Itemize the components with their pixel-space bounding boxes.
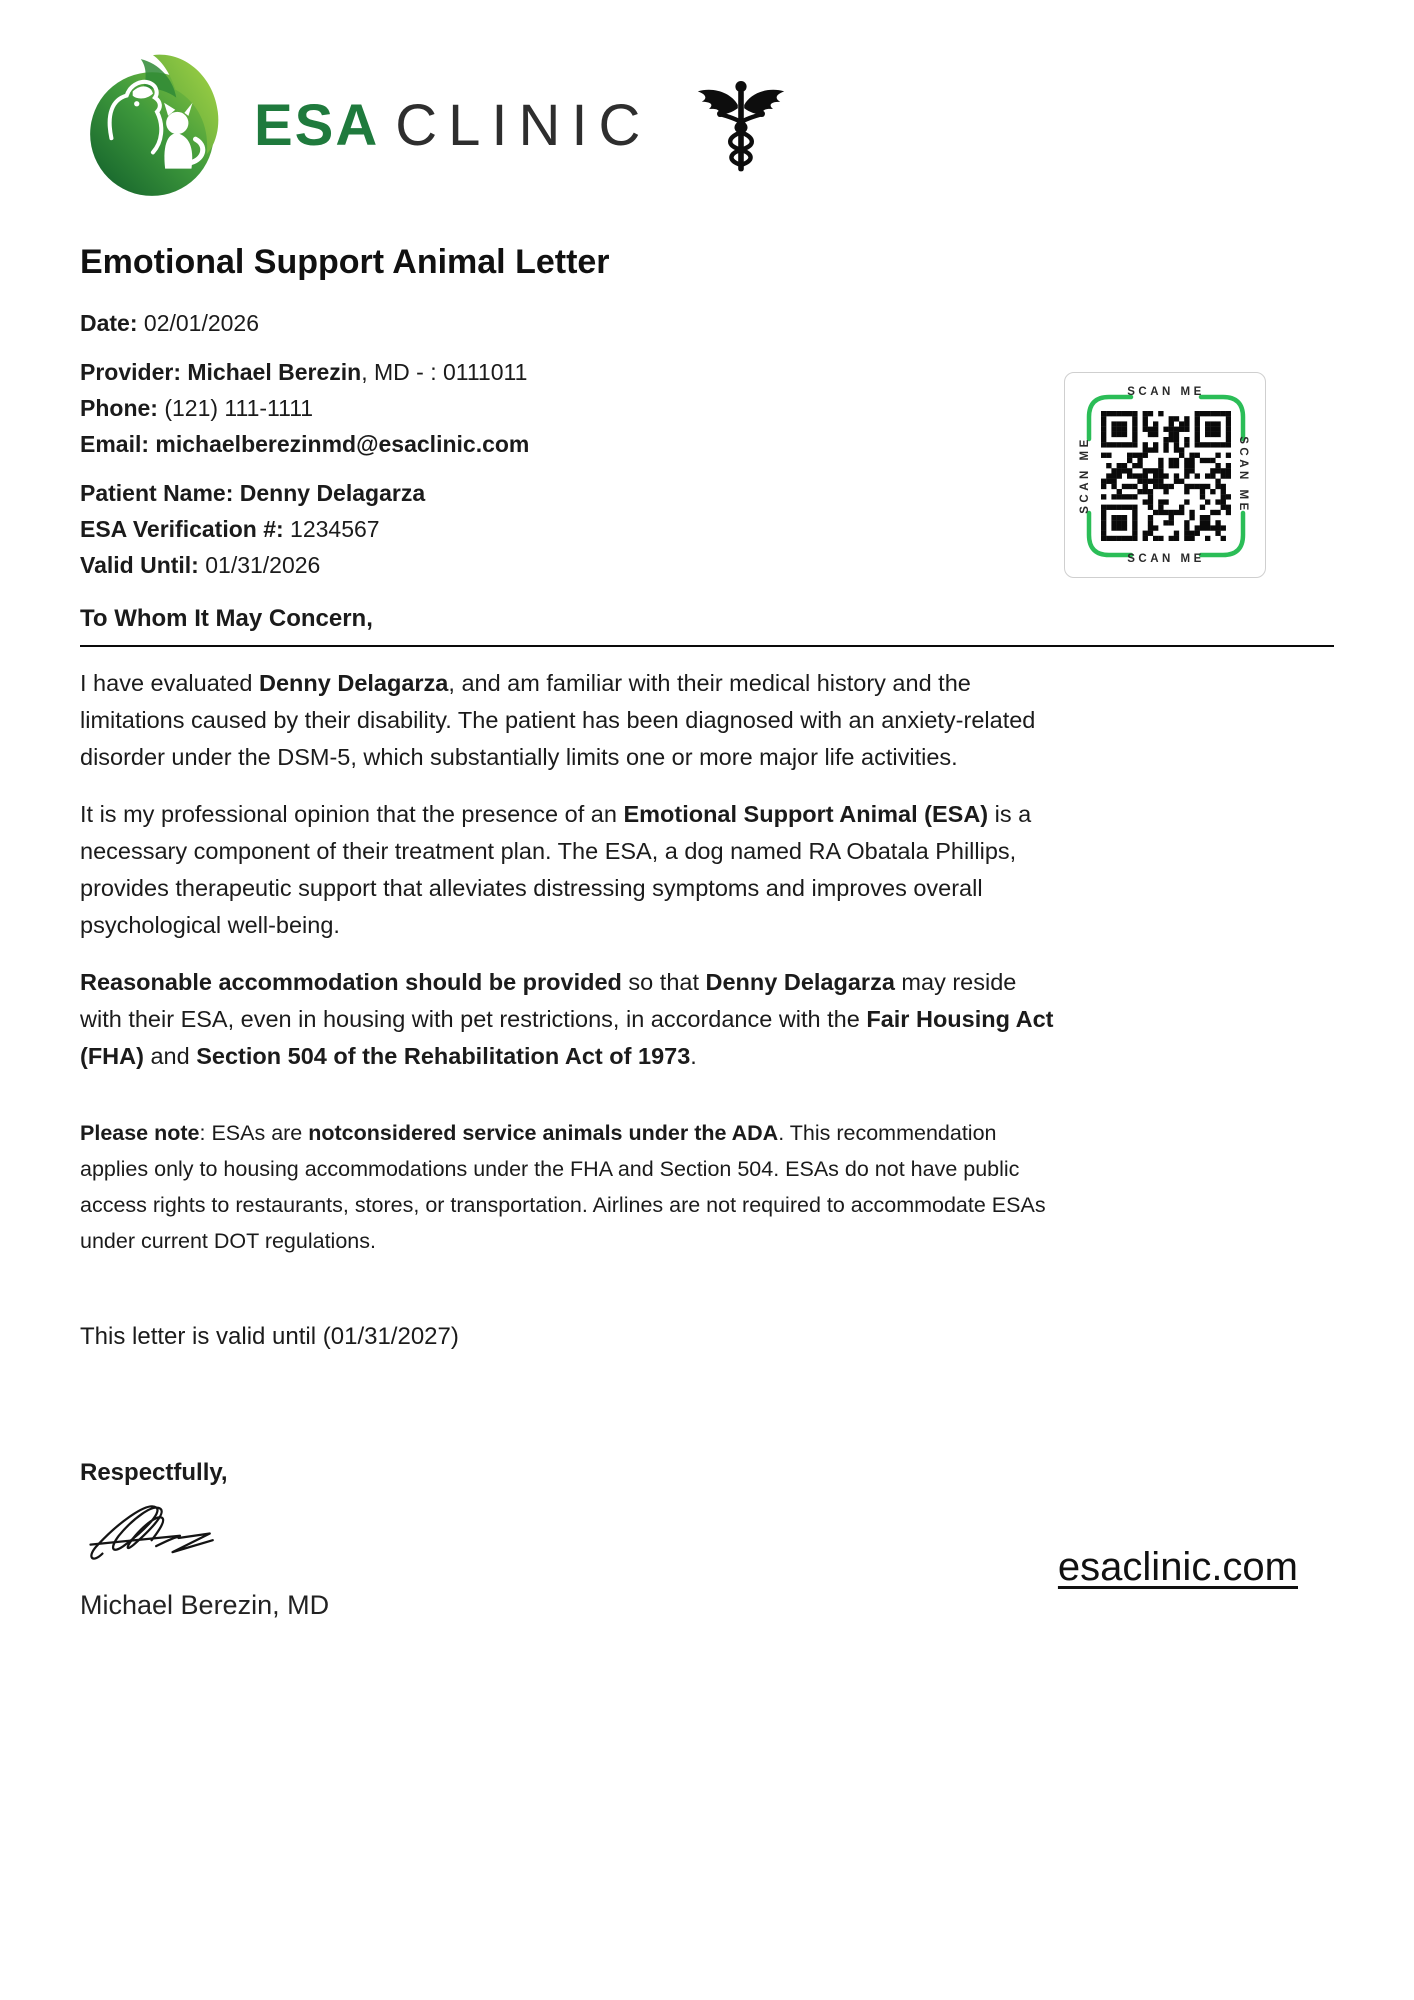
- letter-title: Emotional Support Animal Letter: [80, 243, 610, 281]
- esa-verification-line: ESA Verification #: 1234567: [80, 516, 380, 542]
- wordmark-clinic: CLINIC: [395, 92, 652, 158]
- valid-until-line: Valid Until: 01/31/2026: [80, 552, 321, 578]
- provider-line: Provider: Michael Berezin, MD - : 0111011: [80, 359, 528, 385]
- paragraph-opinion: It is my professional opinion that the presence of an Emotional Support Animal (ESA) is a necessary component of their treatment plan. The ESA, a dog named RA Obatala Phillips, provides therapeutic support that alleviates distressing symptoms and improves overall psychological well-being.: [80, 801, 1032, 938]
- patient-name-line: Patient Name: Denny Delagarza: [80, 480, 426, 506]
- qr-code: [1101, 411, 1231, 541]
- scan-me-label-right: SCAN ME: [1237, 436, 1249, 514]
- scan-me-label-bottom: SCAN ME: [1127, 553, 1205, 565]
- handwritten-signature-icon: [84, 1491, 264, 1573]
- qr-card: [1064, 372, 1266, 578]
- website-link[interactable]: esaclinic.com: [1057, 1545, 1298, 1589]
- scan-me-label-top: SCAN ME: [1127, 386, 1205, 398]
- email-line: Email: michaelberezinmd@esaclinic.com: [80, 431, 530, 457]
- brand-header: [80, 49, 1414, 201]
- paragraph-accommodation: Reasonable accommodation should be provided so that Denny Delagarza may reside with their ESA, even in housing with pet restrictions, in accordance with the Fair Housing Act (FHA) and Section 504 of the Rehabilitation Act of 1973.: [80, 969, 1054, 1069]
- paragraph-ada-note: Please note: ESAs are notconsidered service animals under the ADA. This recommendation applies only to housing accommodations under the FHA and Section 504. ESAs do not have public access rights to restaurants, stores, or transportation. Airlines are not required to accommodate ESAs under current DOT regulations.: [80, 1121, 1046, 1253]
- closing-line: Respectfully,: [80, 1459, 228, 1486]
- wordmark-esa: ESA: [254, 92, 380, 158]
- salutation: To Whom It May Concern,: [80, 605, 373, 632]
- scan-me-label-left: SCAN ME: [1079, 436, 1091, 514]
- paragraph-evaluation: I have evaluated Denny Delagarza, and am familiar with their medical history and the limitations caused by their disability. The patient has been diagnosed with an anxiety-related disorder under the DSM-5, which substantially limits one or more major life activities.: [80, 670, 1036, 770]
- brand-wordmark: [254, 92, 651, 159]
- phone-line: Phone: (121) 111-1111: [80, 395, 314, 421]
- caduceus-icon: [693, 69, 789, 181]
- date-line: Date: 02/01/2026: [80, 310, 260, 336]
- dog-cat-leaf-logo-icon: [80, 49, 232, 201]
- signer-name: Michael Berezin, MD: [80, 1590, 330, 1620]
- divider-rule: [80, 645, 1334, 647]
- validity-line: This letter is valid until (01/31/2027): [80, 1323, 459, 1350]
